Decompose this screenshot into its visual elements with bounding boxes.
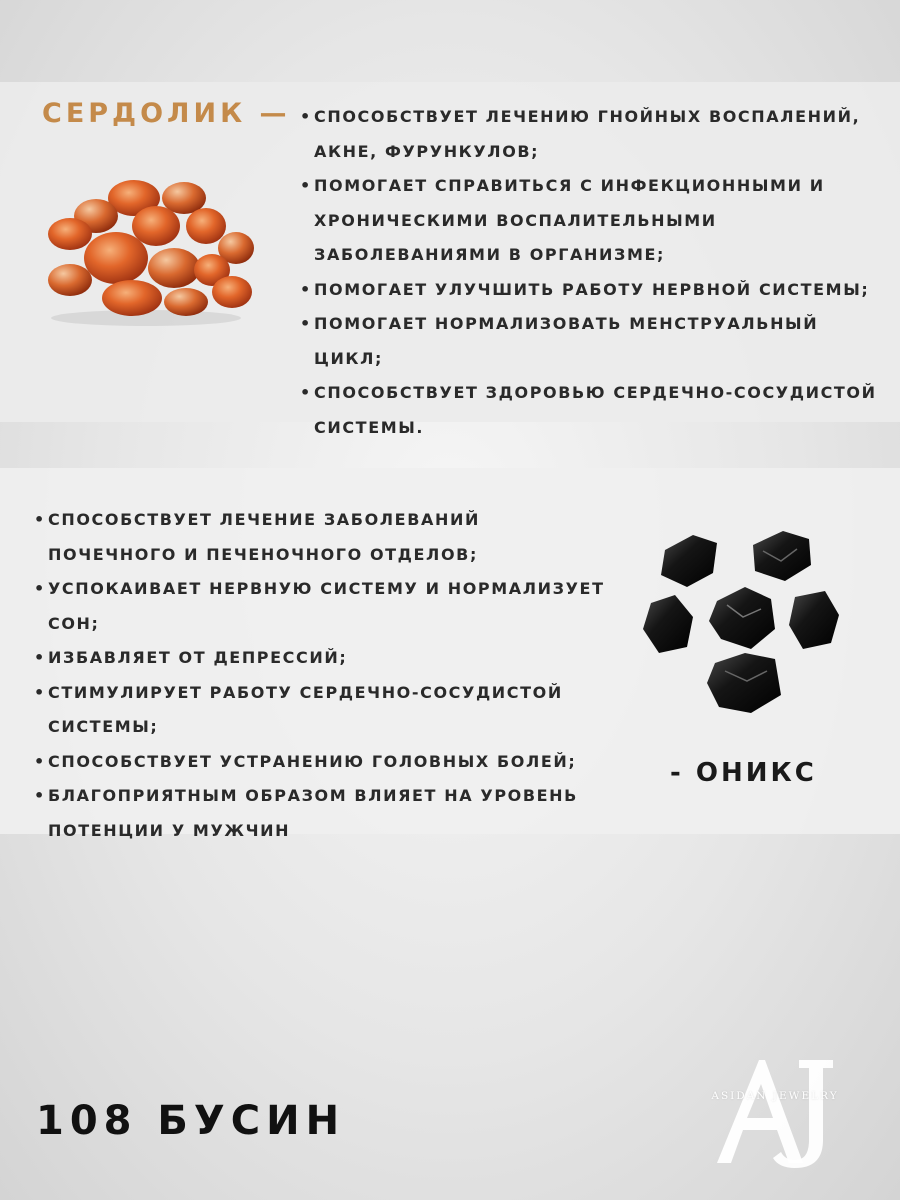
bullet: • [300, 176, 312, 195]
carnelian-stones-photo [36, 168, 256, 328]
aj-monogram-icon [695, 1048, 855, 1173]
bullet: • [300, 383, 312, 402]
bullet: • [34, 786, 46, 805]
onyx-title: - ОНИКС [670, 758, 817, 788]
brand-name: ASIDAN JEWELRY [711, 1090, 839, 1102]
bullet: • [34, 579, 46, 598]
bullet: • [34, 682, 46, 702]
brand-logo [695, 1048, 855, 1173]
carnelian-benefits-list [300, 100, 885, 445]
bead-count-label: 108 БУСИН [36, 1098, 346, 1144]
list-item: • ПОМОГАЕТ УЛУЧШИТЬ РАБОТУ НЕРВНОЙ СИСТЕМЫ; [300, 273, 885, 308]
list-item: • СТИМУЛИРУЕТ РАБОТУ СЕРДЕЧНО-СОСУДИСТОЙ СИСТЕМЫ; [34, 676, 614, 745]
list-item: • УСПОКАИВАЕТ НЕРВНУЮ СИСТЕМУ И НОРМАЛИЗУЕТ СОН; [34, 572, 614, 641]
list-item: • СПОСОБСТВУЕТ УСТРАНЕНИЮ ГОЛОВНЫХ БОЛЕЙ; [34, 745, 614, 780]
list-item: • СПОСОБСТВУЕТ ЗДОРОВЬЮ СЕРДЕЧНО-СОСУДИСТОЙ СИСТЕМЫ. [300, 376, 885, 445]
bullet: • [34, 510, 46, 529]
bullet: • [34, 648, 46, 667]
list-item: • ПОМОГАЕТ СПРАВИТЬСЯ С ИНФЕКЦИОННЫМИ И ХРОНИЧЕСКИМИ ВОСПАЛИТЕЛЬНЫМИ ЗАБОЛЕВАНИЯМИ В ОРГАНИЗМЕ; [300, 169, 885, 273]
list-item: • СПОСОБСТВУЕТ ЛЕЧЕНИЮ ГНОЙНЫХ ВОСПАЛЕНИЙ, АКНЕ, ФУРУНКУЛОВ; [300, 100, 885, 169]
list-item: • ПОМОГАЕТ НОРМАЛИЗОВАТЬ МЕНСТРУАЛЬНЫЙ ЦИКЛ; [300, 307, 885, 376]
bullet: • [34, 751, 46, 771]
onyx-benefits-list [34, 503, 614, 848]
bullet: • [300, 314, 312, 333]
list-item: • БЛАГОПРИЯТНЫМ ОБРАЗОМ ВЛИЯЕТ НА УРОВЕНЬ ПОТЕНЦИИ У МУЖЧИН [34, 779, 614, 848]
carnelian-title: СЕРДОЛИК — [42, 98, 291, 129]
list-item: • ИЗБАВЛЯЕТ ОТ ДЕПРЕССИЙ; [34, 641, 614, 676]
bullet: • [300, 107, 312, 126]
onyx-stones-photo [635, 525, 845, 720]
list-item: • СПОСОБСТВУЕТ ЛЕЧЕНИЕ ЗАБОЛЕВАНИЙ ПОЧЕЧНОГО И ПЕЧЕНОЧНОГО ОТДЕЛОВ; [34, 503, 614, 572]
bullet: • [300, 279, 312, 299]
